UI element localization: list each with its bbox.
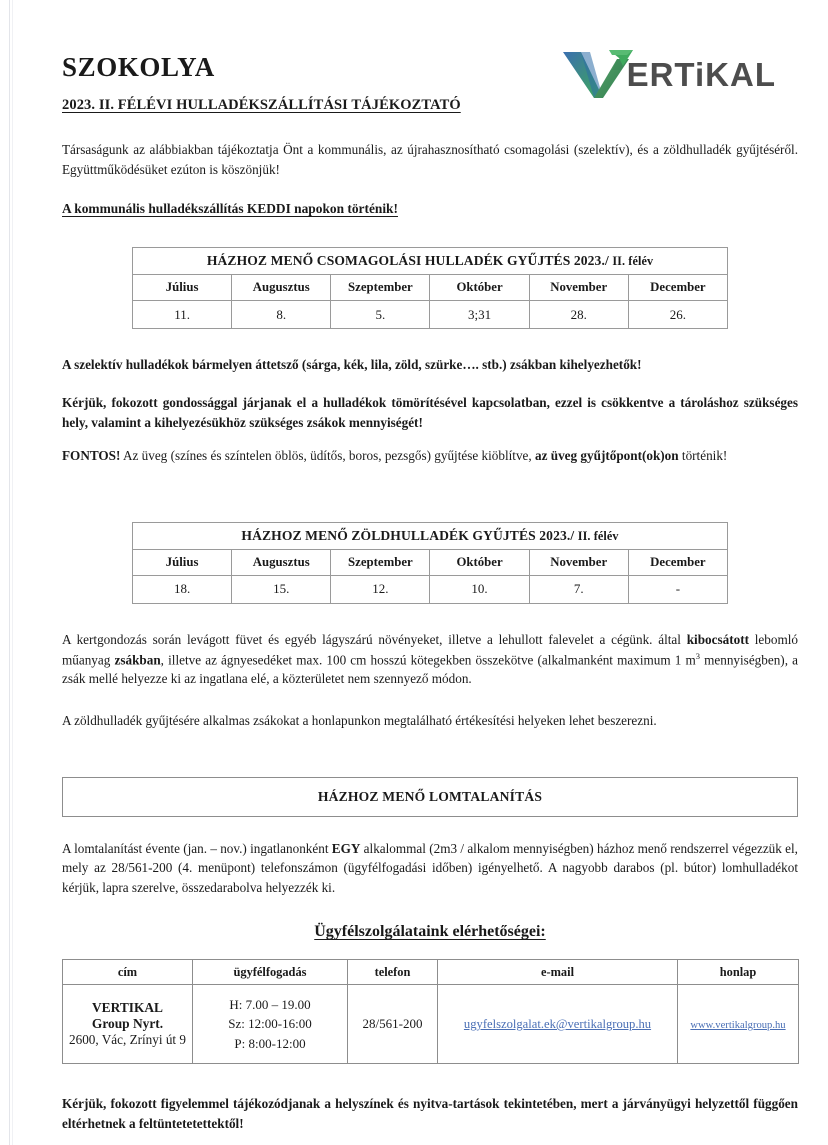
green-table-title — [133, 522, 728, 549]
intro-paragraph: Társaságunk az alábbiakban tájékoztatja Önt a kommunális, az újrahasznosítható csomagolási (szelektív), és a zöldhulladék gyűjtéséről. Együttműködésüket ezúton is köszönjük! — [62, 142, 798, 177]
customer-service-table — [62, 959, 799, 1064]
green-table-title-suffix: II. félév — [577, 528, 619, 543]
green-waste-schedule-table — [132, 522, 728, 604]
green-date-2: 12. — [331, 575, 430, 603]
document-content — [62, 44, 798, 1134]
packaging-month-5: December — [628, 275, 727, 301]
company-name-line2: Group Nyrt. — [91, 1016, 164, 1032]
packaging-date-0: 11. — [133, 301, 232, 329]
bulky-waste-title-box — [62, 777, 798, 817]
office-hours-friday: P: 8:00-12:00 — [234, 1035, 306, 1051]
garden-waste-instructions — [62, 630, 798, 689]
contact-column-hours: ügyfélfogadás — [193, 960, 348, 985]
green-month-5: December — [628, 549, 727, 575]
packaging-table-title — [133, 248, 728, 275]
packaging-table-title-main: HÁZHOZ MENŐ CSOMAGOLÁSI HULLADÉK GYŰJTÉS 2023./ — [206, 253, 609, 269]
communal-collection-heading: A kommunális hulladékszállítás KEDDI napokon történik! — [62, 201, 398, 217]
table-row — [133, 549, 728, 575]
email-link[interactable]: ugyfelszolgalat.ek@vertikalgroup.hu — [463, 1017, 652, 1032]
contact-column-address: cím — [63, 960, 193, 985]
contact-section-heading: Ügyfélszolgálataink elérhetőségei: — [314, 923, 546, 941]
garden-note-superscript: 3 — [695, 650, 700, 661]
packaging-date-2: 5. — [331, 301, 430, 329]
green-month-2: Szeptember — [331, 549, 430, 575]
packaging-month-4: November — [529, 275, 628, 301]
company-street-address: 2600, Vác, Zrínyi út 9 — [69, 1032, 186, 1048]
glass-collection-note — [62, 446, 798, 466]
table-row — [133, 575, 728, 603]
green-date-4: 7. — [529, 575, 628, 603]
table-row — [63, 985, 799, 1064]
packaging-month-3: Október — [430, 275, 529, 301]
contact-phone-cell: 28/561-200 — [348, 985, 438, 1064]
packaging-schedule-table — [132, 247, 728, 329]
garden-note-bold-1: kibocsátott — [686, 631, 749, 647]
garden-note-c: , illetve az ágnyesedéket max. 100 cm hosszú kötegekben összekötve (alkalmanként maximum 1 m — [160, 651, 696, 667]
contact-column-website: honlap — [678, 960, 799, 985]
bag-purchase-note: A zöldhulladék gyűjtésére alkalmas zsákokat a honlapunkon megtalálható értékesítési helyeken lehet beszerezni. — [62, 712, 657, 728]
compaction-note: Kérjük, fokozott gondossággal járjanak el a hulladékok tömörítésével kapcsolatban, ezzel is csökkentve a tároláshoz szükséges hely, valamint a kihelyezésükhöz szükséges zsákok mennyiségét! — [62, 394, 798, 430]
contact-address-cell — [63, 985, 193, 1064]
contact-column-phone: telefon — [348, 960, 438, 985]
green-date-1: 15. — [232, 575, 331, 603]
green-date-5: - — [628, 575, 727, 603]
table-row — [133, 301, 728, 329]
header-text-block — [62, 44, 461, 114]
green-month-3: Október — [430, 549, 529, 575]
packaging-month-1: Augusztus — [232, 275, 331, 301]
packaging-month-2: Szeptember — [331, 275, 430, 301]
green-date-3: 10. — [430, 575, 529, 603]
green-table-wrapper — [62, 522, 798, 604]
contact-website-cell — [678, 985, 799, 1064]
packaging-date-1: 8. — [232, 301, 331, 329]
page-title: SZOKOLYA — [62, 52, 215, 82]
vertikal-wordmark: ERTiKAL — [626, 55, 776, 93]
green-table-title-main: HÁZHOZ MENŐ ZÖLDHULLADÉK GYŰJTÉS 2023./ — [241, 527, 575, 543]
packaging-date-5: 26. — [628, 301, 727, 329]
table-title-row — [133, 522, 728, 549]
office-hours-wednesday: Sz: 12:00-16:00 — [228, 1016, 312, 1032]
garden-note-b: lebomló műanyag — [62, 631, 798, 667]
website-link[interactable]: www.vertikalgroup.hu — [690, 1020, 786, 1032]
table-header-row — [63, 960, 799, 985]
contact-email-cell — [438, 985, 678, 1064]
table-row — [133, 275, 728, 301]
glass-note-lead: FONTOS! — [62, 448, 121, 464]
table-title-row — [133, 248, 728, 275]
glass-note-emphasis: az üveg gyűjtőpont(ok)on — [535, 448, 679, 464]
garden-note-a: A kertgondozás során levágott füvet és egyéb lágyszárú növényeket, illetve a lehullott falevelet a cégünk. által — [62, 631, 687, 647]
packaging-date-4: 28. — [529, 301, 628, 329]
bulky-waste-description — [62, 839, 798, 898]
vertikal-logo — [557, 46, 776, 104]
packaging-table-wrapper — [62, 247, 798, 329]
contact-hours-cell — [193, 985, 348, 1064]
document-header — [62, 44, 798, 114]
glass-note-tail: történik! — [678, 448, 728, 464]
footer-disclaimer: Kérjük, fokozott figyelemmel tájékozódjanak a helyszínek és nyitva-tartások tekintetében, mert a járványügyi helyzettől függően eltérhetnek a feltüntetetettektől! — [62, 1096, 798, 1131]
contact-column-email: e-mail — [438, 960, 678, 985]
green-month-0: Július — [133, 549, 232, 575]
bulky-note-bold: EGY — [331, 840, 361, 856]
bulky-note-b: alkalommal (2m3 / alkalom mennyiségben) házhoz menő rendszerrel végezzük el, mely az 28/561-200 (4. menüpont) telefonszámon (ügyfélfogadási időben) igényelhető. A nagyobb darabos (pl. bútor) lomhulladékot kérjük, lapra szerelve, összedarabolva helyezzék ki. — [62, 840, 798, 895]
packaging-table-title-suffix: II. félév — [612, 254, 654, 269]
garden-note-bold-2: zsákban — [114, 651, 161, 667]
packaging-date-3: 3;31 — [430, 301, 529, 329]
page-left-edge-line-secondary — [12, 0, 13, 1145]
document-subtitle: 2023. II. FÉLÉVI HULLADÉKSZÁLLÍTÁSI TÁJÉKOZTATÓ — [62, 97, 461, 113]
glass-note-mid: Az üveg (színes és színtelen öblös, üdítős, boros, pezsgős) gyűjtése kiöblítve, — [120, 448, 535, 464]
bulky-waste-title: HÁZHOZ MENŐ LOMTALANÍTÁS — [317, 788, 543, 804]
green-month-4: November — [529, 549, 628, 575]
page-left-edge-line — [9, 0, 10, 1145]
garden-note-d: mennyiségben), a zsák mellé helyezze ki az ingatlana elé, a közterületet nem szennyező módon. — [62, 651, 798, 687]
company-name-line1: VERTIKAL — [92, 1000, 163, 1016]
green-month-1: Augusztus — [232, 549, 331, 575]
bulky-note-a: A lomtalanítást évente (jan. – nov.) ingatlanonként — [62, 840, 332, 856]
office-hours-monday: H: 7.00 – 19.00 — [229, 996, 311, 1012]
selective-waste-note: A szelektív hulladékok bármelyen áttetsző (sárga, kék, lila, zöld, szürke…. stb.) zsákban kihelyezhetők! — [62, 357, 642, 373]
packaging-month-0: Július — [133, 275, 232, 301]
green-date-0: 18. — [133, 575, 232, 603]
